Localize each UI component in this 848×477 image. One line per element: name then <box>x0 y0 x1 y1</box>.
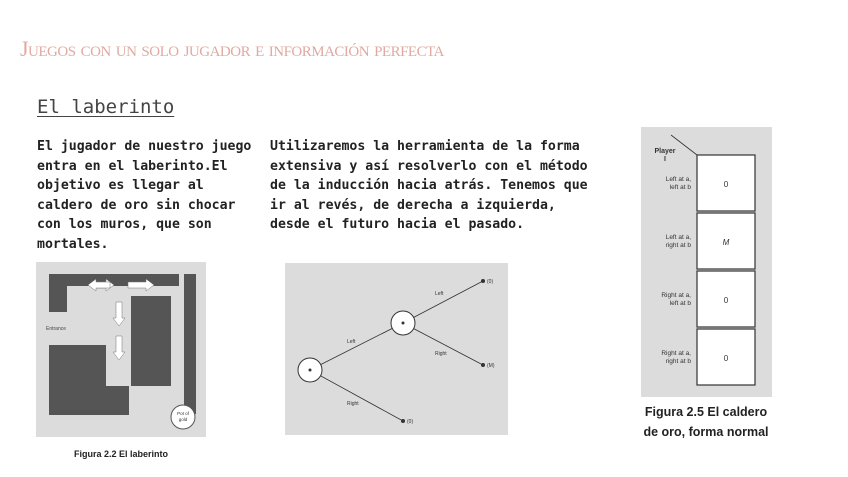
row-label: right at b <box>665 242 691 249</box>
maze-wall <box>49 274 179 286</box>
caption-line: de oro, forma normal <box>643 425 769 439</box>
row-label: Right at a, <box>661 350 691 357</box>
tree-branch-label: Right <box>347 401 359 407</box>
tree-branch-label: Left <box>347 339 356 345</box>
paragraph-left: El jugador de nuestro juego entra en el laberinto.El objetivo es llegar al caldero de oro sin chocar con los muros, que son mortales. <box>37 139 252 252</box>
tree-terminal <box>481 279 485 283</box>
paragraph-right: Utilizaremos la herramienta de la forma extensiva y así resolverlo con el método de la inducción hacia atrás. Tenemos que ir al revés, de derecha a izquierda, desde el futuro hacia el pasado. <box>270 139 588 232</box>
cell-value: 0 <box>723 296 729 305</box>
tree-terminal <box>401 419 405 423</box>
maze-caption: Figura 2.2 El laberinto <box>73 449 169 459</box>
slide-title: Juegos con un solo jugador e información perfecta <box>20 36 444 61</box>
row-label: right at b <box>665 358 691 365</box>
tree-outcome: (M) <box>487 363 495 369</box>
row-label: Right at a, <box>661 292 691 299</box>
maze-entrance-label: Entrance <box>46 326 67 332</box>
maze-diagram <box>36 262 206 437</box>
row-label: left at b <box>669 300 691 307</box>
normal-form-figure <box>641 127 772 397</box>
row-label: Left at a, <box>665 176 691 183</box>
caption-line: Figura 2.5 El caldero <box>644 405 768 419</box>
normal-form-caption <box>630 402 782 442</box>
row-label: Left at a, <box>665 234 691 241</box>
tree-figure <box>285 263 508 435</box>
tree-outcome: (0) <box>487 279 494 285</box>
table-header: I <box>664 156 666 163</box>
cell-value: 0 <box>723 354 729 363</box>
normal-form-table <box>641 127 772 397</box>
row-label: left at b <box>669 184 691 191</box>
slide-subtitle: El laberinto <box>37 96 175 118</box>
pot-label: gold <box>178 417 188 422</box>
maze-wall <box>131 296 171 386</box>
cell-value: 0 <box>723 180 729 189</box>
table-header: Player <box>654 148 676 155</box>
cell-value: M <box>722 238 730 247</box>
tree-branch-label: Right <box>435 351 447 357</box>
pot-label: Pot of <box>177 411 189 416</box>
maze-figure <box>36 262 206 437</box>
tree-terminal <box>481 363 485 367</box>
tree-branch-label: Left <box>435 291 444 297</box>
game-tree-diagram <box>285 263 508 435</box>
maze-wall <box>184 274 196 414</box>
tree-outcome: (0) <box>407 419 414 425</box>
